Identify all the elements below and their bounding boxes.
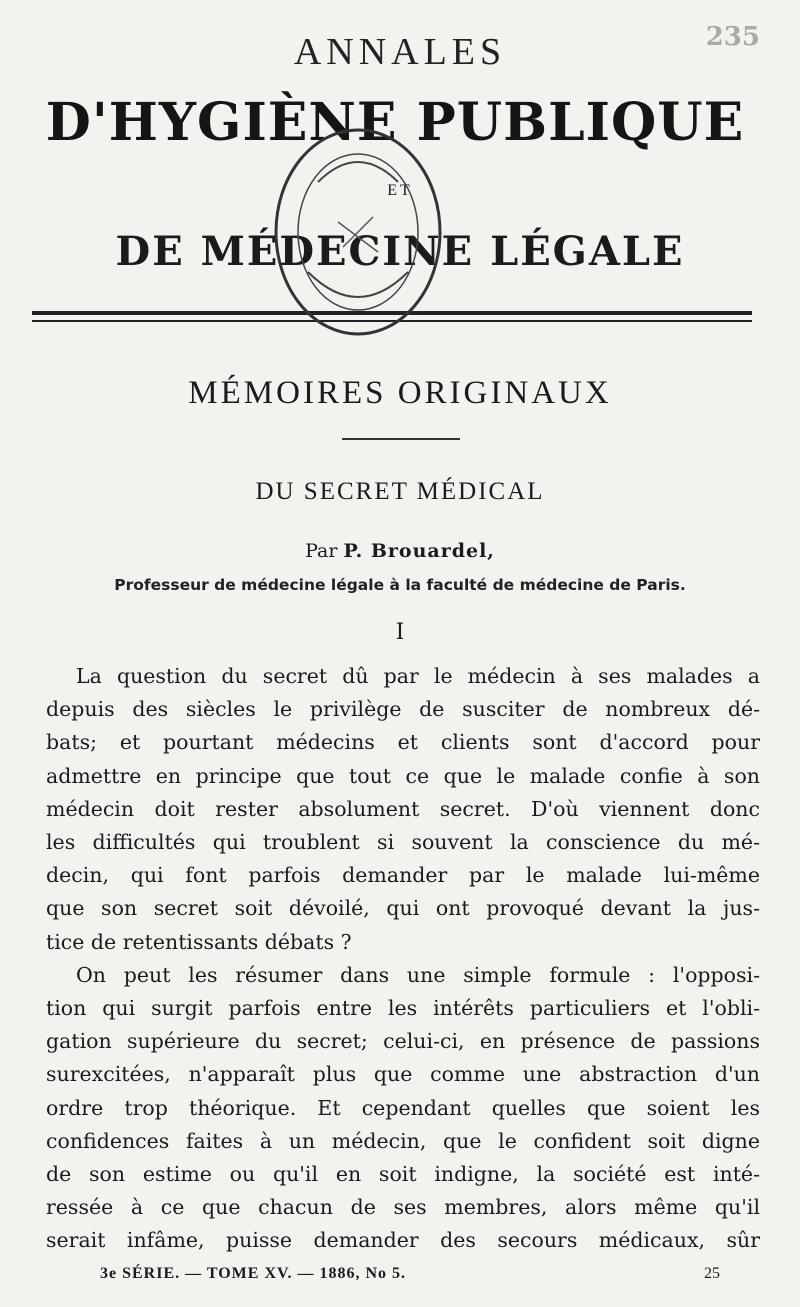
masthead-annales: ANNALES [293,31,507,73]
byline [0,540,800,562]
text-line: bats; et pourtant médecins et clients sont d'accord pour [46,730,760,755]
author-affiliation: Professeur de médecine légale à la faculté de médecine de Paris. [114,576,686,594]
article-title: DU SECRET MÉDICAL [255,478,545,505]
text-line: admettre en principe que tout ce que le malade confie à son [46,763,760,788]
text-line: ressée à ce que chacun de ses membres, alors même qu'il [46,1195,760,1220]
text-line: confidences faites à un médecin, que le confident soit digne [46,1128,760,1153]
text-line: decin, qui font parfois demander par le malade lui-même [46,863,760,888]
page-number: 25 [704,1265,720,1282]
text-line: serait infâme, puisse demander des secours médicaux, sûr [46,1228,760,1253]
text-line: que son secret soit dévoilé, qui ont provoqué devant la jus- [46,896,760,921]
library-stamp [268,122,448,342]
text-line: tice de retentissants débats ? [46,929,352,954]
section-title: MÉMOIRES ORIGINAUX [188,375,612,411]
text-line: surexcitées, n'apparaît plus que comme une abstraction d'un [46,1062,760,1087]
masthead-medecine: DE MÉDECINE LÉGALE [115,228,685,275]
section-divider [342,438,460,440]
article-body [46,660,760,1258]
text-line: On peut les résumer dans une simple formule : l'opposi- [76,962,760,987]
series-info: 3e SÉRIE. — TOME XV. — 1886, No 5. [100,1265,407,1282]
text-line: tion qui surgit parfois entre les intérêts particuliers et l'obli- [46,996,760,1021]
author-name: P. Brouardel, [343,540,495,562]
page-footer [100,1265,720,1283]
masthead-et: ET [387,182,413,199]
text-line: les difficultés qui troublent si souvent la conscience du mé- [46,830,760,855]
section-numeral: I [395,620,405,645]
text-line: La question du secret dû par le médecin à ses malades a [76,664,760,688]
text-line: depuis des siècles le privilège de susciter de nombreux dé- [46,697,760,722]
bleed-through-page-number: 235 [705,22,760,52]
text-line: de son estime ou qu'il en soit indigne, la société est inté- [46,1162,760,1187]
masthead-hygiene: D'HYGIÈNE PUBLIQUE [45,92,745,153]
text-line: gation supérieure du secret; celui-ci, en présence de passions [46,1029,760,1054]
text-line: ordre trop théorique. Et cependant quelles que soient les [46,1095,760,1120]
byline-prefix: Par [305,540,338,562]
text-line: médecin doit rester absolument secret. D'où viennent donc [46,796,760,821]
